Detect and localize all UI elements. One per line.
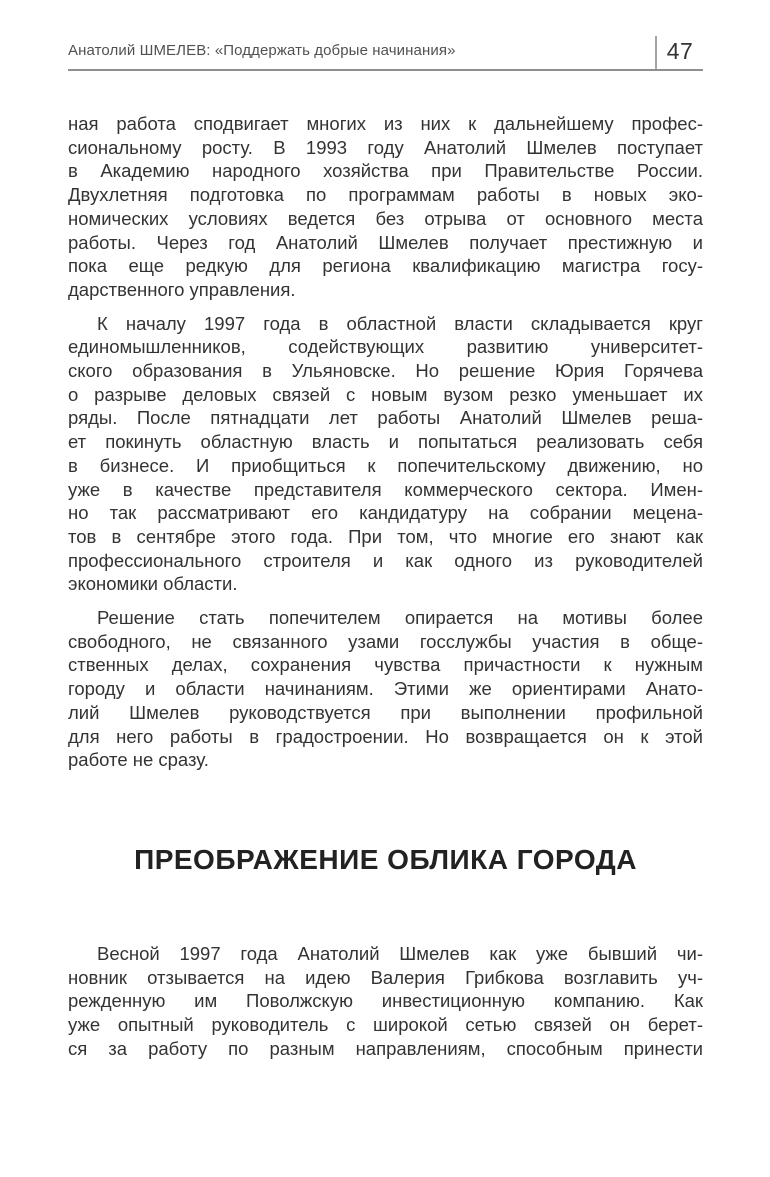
text-line: тов в сентябре этого года. При том, что многие его знают как — [68, 525, 703, 547]
text-line: работы. Через год Анатолий Шмелев получает престижную и — [68, 231, 703, 253]
text-line: ского образования в Ульяновске. Но решение Юрия Горячева — [68, 360, 703, 382]
text-line: в бизнесе. И приобщиться к попечительскому движению, но — [68, 454, 703, 476]
text-line: Двухлетняя подготовка по программам работы в новых эко- — [68, 184, 703, 206]
text-line: Весной 1997 года Анатолий Шмелев как уже бывший чи- — [97, 942, 703, 964]
text-line: ет покинуть областную власть и попытаться реализовать себя — [68, 431, 703, 453]
text-line: о разрыве деловых связей с новым вузом резко уменьшает их — [68, 383, 703, 405]
text-line: для него работы в градостроении. Но возвращается он к этой — [68, 725, 703, 747]
text-line: ряды. После пятнадцати лет работы Анатолий Шмелев реша- — [68, 407, 703, 429]
text-line: пока еще редкую для региона квалификацию магистра госу- — [68, 255, 703, 277]
paragraph — [68, 942, 703, 1061]
text-line: ся за работу по разным направлениям, способным принести — [68, 1037, 703, 1059]
running-title: Анатолий ШМЕЛЕВ: «Поддержать добрые начинания» — [68, 42, 456, 59]
book-page — [0, 36, 770, 1177]
text-line: городу и области начинаниям. Этими же ориентирами Анато- — [68, 678, 703, 700]
text-line: новник отзывается на идею Валерия Грибкова возглавить уч- — [68, 966, 703, 988]
text-line: режденную им Поволжскую инвестиционную компанию. Как — [68, 990, 703, 1012]
text-line: дарственного управления. — [68, 278, 296, 300]
body-content — [68, 71, 703, 1061]
page-number: 47 — [666, 38, 694, 64]
paragraph — [68, 312, 703, 596]
text-line: единомышленников, содействующих развитию университет- — [68, 336, 703, 358]
text-line: ная работа сподвигает многих из них к дальнейшему профес- — [68, 113, 703, 134]
text-line: ственных делах, сохранения чувства причастности к нужным — [68, 654, 703, 676]
text-line: уже в качестве представителя коммерческого сектора. Имен- — [68, 478, 703, 500]
text-line: номических условиях ведется без отрыва от основного места — [68, 207, 703, 229]
text-line: сиональному росту. В 1993 году Анатолий Шмелев поступает — [68, 136, 703, 158]
text-line: но так рассматривают его кандидатуру на собрании мецена- — [68, 502, 703, 524]
paragraph — [68, 112, 703, 302]
text-line: в Академию народного хозяйства при Правительстве России. — [68, 160, 703, 182]
text-line: Решение стать попечителем опирается на мотивы более — [97, 607, 703, 629]
text-line: экономики области. — [68, 573, 238, 595]
text-line: свободного, не связанного узами госслужбы участия в обще- — [68, 630, 703, 652]
section-heading: ПРЕОБРАЖЕНИЕ ОБЛИКА ГОРОДА — [134, 843, 637, 875]
text-line: работе не сразу. — [68, 749, 209, 771]
text-line: К началу 1997 года в областной власти складывается круг — [97, 312, 703, 334]
running-header — [68, 36, 703, 71]
paragraph — [68, 606, 703, 772]
text-line: профессионального строителя и как одного из руководителей — [68, 549, 703, 571]
text-line: уже опытный руководитель с широкой сетью связей он берет- — [68, 1014, 703, 1036]
text-line: лий Шмелев руководствуется при выполнении профильной — [68, 701, 703, 723]
page-number-cell — [655, 36, 703, 69]
